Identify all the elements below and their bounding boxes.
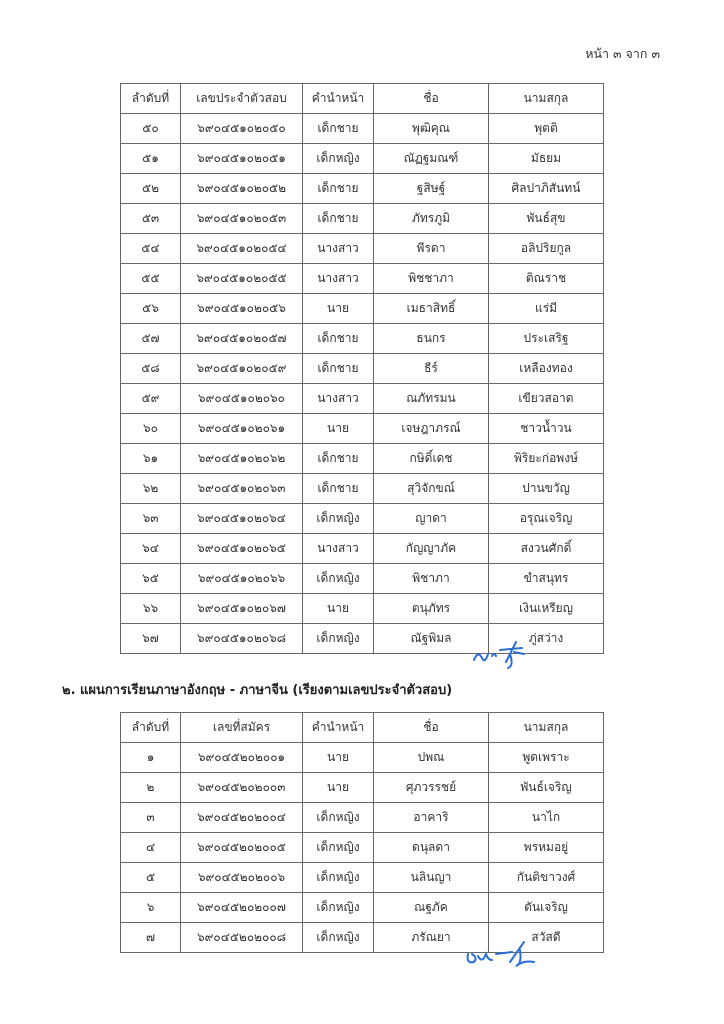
cell-order: ๗ bbox=[121, 923, 181, 953]
cell-prefix: เด็กหญิง bbox=[303, 803, 374, 833]
cell-last-name: พิริยะก่อพงษ์ bbox=[489, 444, 604, 474]
cell-prefix: เด็กหญิง bbox=[303, 863, 374, 893]
table-row bbox=[121, 893, 604, 923]
signature-mark-1 bbox=[470, 640, 540, 670]
cell-id: ๖๙๐๔๕๑๐๒๐๕๔ bbox=[181, 234, 303, 264]
cell-first-name: พิชาภา bbox=[374, 564, 489, 594]
cell-first-name: ณภัทรมน bbox=[374, 384, 489, 414]
cell-prefix: เด็กหญิง bbox=[303, 504, 374, 534]
header-order: ลำดับที่ bbox=[121, 713, 181, 743]
cell-order: ๖๐ bbox=[121, 414, 181, 444]
cell-last-name: อลิปริยกูล bbox=[489, 234, 604, 264]
cell-order: ๒ bbox=[121, 773, 181, 803]
cell-prefix: เด็กหญิง bbox=[303, 624, 374, 654]
cell-prefix: นาย bbox=[303, 414, 374, 444]
cell-id: ๖๙๐๔๕๑๐๒๐๖๖ bbox=[181, 564, 303, 594]
header-prefix: คำนำหน้า bbox=[303, 713, 374, 743]
table-row bbox=[121, 384, 604, 414]
cell-last-name: พันธ์เจริญ bbox=[489, 773, 604, 803]
cell-last-name: มัธยม bbox=[489, 144, 604, 174]
cell-order: ๕๔ bbox=[121, 234, 181, 264]
cell-last-name: ประเสริฐ bbox=[489, 324, 604, 354]
cell-id: ๖๙๐๔๕๒๐๒๐๐๓ bbox=[181, 773, 303, 803]
cell-order: ๖๖ bbox=[121, 594, 181, 624]
cell-prefix: เด็กชาย bbox=[303, 174, 374, 204]
cell-prefix: เด็กหญิง bbox=[303, 833, 374, 863]
cell-last-name: พูดเพราะ bbox=[489, 743, 604, 773]
cell-order: ๖๒ bbox=[121, 474, 181, 504]
cell-first-name: ญาดา bbox=[374, 504, 489, 534]
page-indicator: หน้า ๓ จาก ๓ bbox=[585, 46, 660, 61]
cell-id: ๖๙๐๔๕๑๐๒๐๖๘ bbox=[181, 624, 303, 654]
cell-order: ๖๕ bbox=[121, 564, 181, 594]
table-header-row bbox=[121, 713, 604, 743]
table-header-row bbox=[121, 84, 604, 114]
cell-first-name: ณัฏฐมณฑ์ bbox=[374, 144, 489, 174]
cell-last-name: แร่มี bbox=[489, 294, 604, 324]
cell-order: ๕๒ bbox=[121, 174, 181, 204]
cell-id: ๖๙๐๔๕๑๐๒๐๕๖ bbox=[181, 294, 303, 324]
table-row bbox=[121, 264, 604, 294]
cell-prefix: เด็กหญิง bbox=[303, 923, 374, 953]
table-row bbox=[121, 474, 604, 504]
cell-order: ๔ bbox=[121, 833, 181, 863]
cell-id: ๖๙๐๔๕๑๐๒๐๕๙ bbox=[181, 354, 303, 384]
table-row bbox=[121, 144, 604, 174]
cell-prefix: เด็กชาย bbox=[303, 114, 374, 144]
cell-last-name: กันติขาวงศ์ bbox=[489, 863, 604, 893]
header-last-name: นามสกุล bbox=[489, 84, 604, 114]
cell-last-name: พุตติ bbox=[489, 114, 604, 144]
cell-first-name: กษิดิ์เดช bbox=[374, 444, 489, 474]
table-row bbox=[121, 234, 604, 264]
cell-order: ๕๘ bbox=[121, 354, 181, 384]
table-row bbox=[121, 294, 604, 324]
header-application-id: เลขที่สมัคร bbox=[181, 713, 303, 743]
cell-last-name: อรุณเจริญ bbox=[489, 504, 604, 534]
cell-prefix: นาย bbox=[303, 743, 374, 773]
cell-order: ๕๑ bbox=[121, 144, 181, 174]
signature-mark-2 bbox=[464, 940, 544, 970]
cell-last-name: ศิลปาภิสันทน์ bbox=[489, 174, 604, 204]
cell-first-name: ธนกร bbox=[374, 324, 489, 354]
table-row bbox=[121, 534, 604, 564]
header-order: ลำดับที่ bbox=[121, 84, 181, 114]
cell-order: ๕๙ bbox=[121, 384, 181, 414]
cell-first-name: กัญญาภัค bbox=[374, 534, 489, 564]
cell-id: ๖๙๐๔๕๑๐๒๐๕๒ bbox=[181, 174, 303, 204]
cell-last-name: พันธ์สุข bbox=[489, 204, 604, 234]
table-row bbox=[121, 324, 604, 354]
cell-last-name: สวัสดี bbox=[489, 923, 604, 953]
cell-first-name: ตนุภัทร bbox=[374, 594, 489, 624]
cell-id: ๖๙๐๔๕๒๐๒๐๐๑ bbox=[181, 743, 303, 773]
cell-order: ๖๔ bbox=[121, 534, 181, 564]
cell-id: ๖๙๐๔๕๒๐๒๐๐๕ bbox=[181, 833, 303, 863]
cell-prefix: นางสาว bbox=[303, 234, 374, 264]
cell-id: ๖๙๐๔๕๑๐๒๐๖๐ bbox=[181, 384, 303, 414]
cell-id: ๖๙๐๔๕๑๐๒๐๖๔ bbox=[181, 504, 303, 534]
cell-first-name: นลินญา bbox=[374, 863, 489, 893]
cell-order: ๕๗ bbox=[121, 324, 181, 354]
table-row bbox=[121, 504, 604, 534]
cell-order: ๕ bbox=[121, 863, 181, 893]
cell-first-name: ดนุลดา bbox=[374, 833, 489, 863]
header-last-name: นามสกุล bbox=[489, 713, 604, 743]
cell-first-name: ธีร์ bbox=[374, 354, 489, 384]
cell-order: ๕๖ bbox=[121, 294, 181, 324]
table-row bbox=[121, 803, 604, 833]
table-row bbox=[121, 174, 604, 204]
cell-prefix: นางสาว bbox=[303, 384, 374, 414]
cell-id: ๖๙๐๔๕๒๐๒๐๐๖ bbox=[181, 863, 303, 893]
cell-id: ๖๙๐๔๕๑๐๒๐๖๕ bbox=[181, 534, 303, 564]
results-table-1 bbox=[120, 83, 604, 654]
cell-first-name: พีรดา bbox=[374, 234, 489, 264]
cell-first-name: เจษฎาภรณ์ bbox=[374, 414, 489, 444]
cell-last-name: ชาวน้ำวน bbox=[489, 414, 604, 444]
cell-last-name: นาไก bbox=[489, 803, 604, 833]
table-row bbox=[121, 414, 604, 444]
cell-order: ๖๓ bbox=[121, 504, 181, 534]
cell-prefix: นางสาว bbox=[303, 264, 374, 294]
table-row bbox=[121, 833, 604, 863]
cell-id: ๖๙๐๔๕๑๐๒๐๕๗ bbox=[181, 324, 303, 354]
cell-last-name: เงินเหรียญ bbox=[489, 594, 604, 624]
cell-prefix: นาย bbox=[303, 594, 374, 624]
cell-first-name: พุฒิคุณ bbox=[374, 114, 489, 144]
cell-id: ๖๙๐๔๕๒๐๒๐๐๗ bbox=[181, 893, 303, 923]
cell-last-name: เขียวสอาด bbox=[489, 384, 604, 414]
cell-order: ๖๗ bbox=[121, 624, 181, 654]
cell-prefix: นาย bbox=[303, 294, 374, 324]
cell-id: ๖๙๐๔๕๑๐๒๐๖๗ bbox=[181, 594, 303, 624]
cell-first-name: ภรัณยา bbox=[374, 923, 489, 953]
results-table-2 bbox=[120, 712, 604, 953]
cell-last-name: ขำสนุทร bbox=[489, 564, 604, 594]
section-2-title: ๒. แผนการเรียนภาษาอังกฤษ - ภาษาจีน (เรียงตามเลขประจำตัวสอบ) bbox=[62, 683, 453, 698]
cell-id: ๖๙๐๔๕๑๐๒๐๖๓ bbox=[181, 474, 303, 504]
cell-order: ๖๑ bbox=[121, 444, 181, 474]
cell-order: ๓ bbox=[121, 803, 181, 833]
cell-first-name: ฐสิษฐ์ bbox=[374, 174, 489, 204]
cell-prefix: เด็กหญิง bbox=[303, 893, 374, 923]
header-exam-id: เลขประจำตัวสอบ bbox=[181, 84, 303, 114]
cell-id: ๖๙๐๔๕๑๐๒๐๕๕ bbox=[181, 264, 303, 294]
cell-first-name: ศุภวรรชย์ bbox=[374, 773, 489, 803]
header-first-name: ชื่อ bbox=[374, 84, 489, 114]
table-row bbox=[121, 354, 604, 384]
cell-id: ๖๙๐๔๕๒๐๒๐๐๔ bbox=[181, 803, 303, 833]
header-prefix: คำนำหน้า bbox=[303, 84, 374, 114]
cell-id: ๖๙๐๔๕๑๐๒๐๕๐ bbox=[181, 114, 303, 144]
cell-prefix: เด็กชาย bbox=[303, 324, 374, 354]
cell-prefix: เด็กชาย bbox=[303, 444, 374, 474]
cell-first-name: เมธาสิทธิ์ bbox=[374, 294, 489, 324]
cell-first-name: ภัทรภูมิ bbox=[374, 204, 489, 234]
table-row bbox=[121, 773, 604, 803]
cell-first-name: อาคาริ bbox=[374, 803, 489, 833]
table-row bbox=[121, 114, 604, 144]
cell-last-name: ตันเจริญ bbox=[489, 893, 604, 923]
table-row bbox=[121, 594, 604, 624]
cell-last-name: ปานขวัญ bbox=[489, 474, 604, 504]
cell-first-name: พิชชาภา bbox=[374, 264, 489, 294]
table-row bbox=[121, 204, 604, 234]
cell-id: ๖๙๐๔๕๑๐๒๐๕๓ bbox=[181, 204, 303, 234]
cell-last-name: ภู่สว่าง bbox=[489, 624, 604, 654]
cell-first-name: ณฐภัค bbox=[374, 893, 489, 923]
cell-order: ๕๓ bbox=[121, 204, 181, 234]
cell-prefix: เด็กชาย bbox=[303, 204, 374, 234]
cell-order: ๕๐ bbox=[121, 114, 181, 144]
cell-last-name: เหลืองทอง bbox=[489, 354, 604, 384]
cell-prefix: เด็กหญิง bbox=[303, 564, 374, 594]
cell-id: ๖๙๐๔๕๒๐๒๐๐๘ bbox=[181, 923, 303, 953]
table-row bbox=[121, 564, 604, 594]
cell-last-name: ติณราช bbox=[489, 264, 604, 294]
cell-id: ๖๙๐๔๕๑๐๒๐๕๑ bbox=[181, 144, 303, 174]
cell-first-name: ณัฐพิมล bbox=[374, 624, 489, 654]
cell-prefix: เด็กหญิง bbox=[303, 144, 374, 174]
cell-order: ๕๕ bbox=[121, 264, 181, 294]
cell-last-name: สงวนศักดิ์ bbox=[489, 534, 604, 564]
cell-first-name: สุวิจักขณ์ bbox=[374, 474, 489, 504]
cell-order: ๑ bbox=[121, 743, 181, 773]
cell-id: ๖๙๐๔๕๑๐๒๐๖๑ bbox=[181, 414, 303, 444]
cell-last-name: พรหมอยู่ bbox=[489, 833, 604, 863]
table-row bbox=[121, 444, 604, 474]
cell-prefix: นางสาว bbox=[303, 534, 374, 564]
header-first-name: ชื่อ bbox=[374, 713, 489, 743]
table-row bbox=[121, 743, 604, 773]
table-row bbox=[121, 863, 604, 893]
cell-prefix: เด็กชาย bbox=[303, 354, 374, 384]
cell-id: ๖๙๐๔๕๑๐๒๐๖๒ bbox=[181, 444, 303, 474]
cell-prefix: เด็กชาย bbox=[303, 474, 374, 504]
cell-first-name: ปพณ bbox=[374, 743, 489, 773]
cell-prefix: นาย bbox=[303, 773, 374, 803]
cell-order: ๖ bbox=[121, 893, 181, 923]
